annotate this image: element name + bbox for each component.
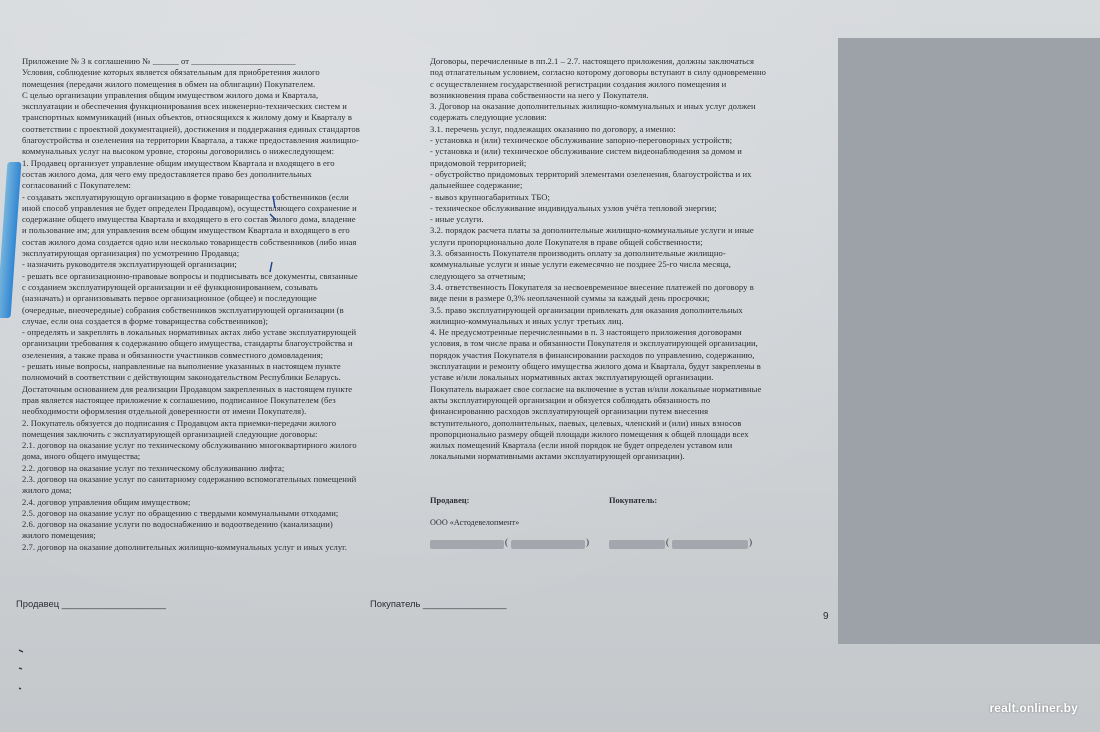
left-column-line: согласований с Покупателем: <box>22 180 131 191</box>
left-column-line: 2.7. договор на оказание дополнительных жилищно-коммунальных услуг и иных услуг. <box>22 541 347 552</box>
left-column-line: Приложение № 3 к соглашению № ______ от ________________________ <box>22 56 296 66</box>
left-column-line: (очередные, внеочередные) собрания собственников эксплуатирующей организации (в <box>22 304 344 315</box>
left-column-line: Достаточным основанием для реализации Продавцом закрепленных в настоящем пункте <box>22 383 353 394</box>
right-column-line: - обустройство придомовых территорий элементами озеленения, благоустройства и их <box>430 168 752 179</box>
left-column-line: - назначить руководителя эксплуатирующей организации; <box>22 259 237 270</box>
left-column-line: 2.4. договор управления общим имуществом; <box>22 496 191 507</box>
right-column-line: - иные услуги. <box>430 214 484 225</box>
right-column-line: услуги пропорционально доле Покупателя в праве общей собственности; <box>430 236 703 247</box>
right-column-line: 3.5. право эксплуатирующей организации привлекать для оказания дополнительных <box>430 304 743 315</box>
right-column-line: финансированию расходов эксплуатирующей организации путем внесения <box>430 406 709 417</box>
right-column-line: 3.1. перечень услуг, подлежащих оказанию по договору, а именно: <box>430 123 676 134</box>
left-column-line: эксплуатации и обеспечения функционирования всех инженерно-технических систем и <box>22 101 347 112</box>
right-column-line: Покупатель выражает свое согласие на включение в устав и/или локальные нормативные <box>430 383 762 394</box>
right-column-line: жилищно-коммунальных и иных услуг третьих лиц. <box>430 315 624 326</box>
left-column-line: (назначать) и организовывать первое организационное (общее) и последующие <box>22 293 317 304</box>
right-column-line: порядок участия Покупателя в финансировании расходов по управлению, содержанию, <box>430 349 755 360</box>
left-column-line: эксплуатирующая организация) по усмотрению Продавца; <box>22 248 240 259</box>
seller-paren-open: ( <box>505 537 508 547</box>
seller-paren-close: ) <box>586 537 589 547</box>
right-column-line: 4. Не предусмотренные перечисленными в п. 3 настоящего приложения договорами <box>430 327 742 338</box>
left-column-line: соответствии с проектной документацией), достижения и поддержания единых стандартов <box>22 123 360 134</box>
left-column-line: полномочий в соответствии с действующим законодательством Республики Беларусь. <box>22 372 341 383</box>
page-number: 9 <box>823 611 829 622</box>
buyer-paren-open: ( <box>666 537 669 547</box>
left-column-line: состав жилого дома, для чего ему предоставляется право без дополнительных <box>22 168 312 179</box>
seller-name-redaction <box>511 540 585 549</box>
left-column-line: прав является настоящее приложение к соглашению, подписанное Покупателем (без <box>22 394 336 405</box>
right-column-line: пропорционально размеру общей площади жилого помещения к общей площади всех <box>430 428 749 439</box>
right-column-line: вступительного, дополнительных, паевых, целевых, членский и (или) иных взносов <box>430 417 742 428</box>
left-column-line: организации требования к содержанию общего имущества, стандарты благоустройства и <box>22 338 353 349</box>
right-column-line: придомовой территорией; <box>430 157 527 168</box>
left-column-line: коммунальных услуг на высоком уровне, стороны договорились о нижеследующем: <box>22 146 335 157</box>
left-column-line: с созданием эксплуатирующей организации и её функционированием, созывать <box>22 281 318 292</box>
left-column-line: - создавать эксплуатирующую организацию в форме товарищества собственников (если <box>22 191 349 202</box>
left-column-line: благоустройства и озеленения на территории Квартала, а также предоставления жилищно- <box>22 135 359 146</box>
left-column-line: 2.5. договор на оказание услуг по обращению с твердыми коммунальными отходами; <box>22 507 339 518</box>
left-column-line: - определять и закреплять в локальных нормативных актах либо уставе эксплуатирующей <box>22 327 357 338</box>
buyer-heading: Покупатель: <box>609 496 658 505</box>
right-column-line: 3.2. порядок расчета платы за дополнительные жилищно-коммунальные услуги и иные <box>430 225 754 236</box>
left-column-line: дома, иного общего имущества; <box>22 451 141 462</box>
right-column-line: акты эксплуатирующей организации и обязуется соблюдать обязанность по <box>430 394 711 405</box>
right-column-line: жилых помещений Квартала (если иной порядок не будет определен уставом или <box>430 440 733 451</box>
right-column-line: следующего за отчетным; <box>430 270 526 281</box>
right-column-line: условия, в том числе права и обязанности Покупателя и эксплуатирующей организации, <box>430 338 758 349</box>
left-column-line: 2.6. договор на оказание услуги по водоснабжению и водоотведению (канализации) <box>22 519 333 530</box>
left-column-line: иной способ управления не будет определен Продавцом), осуществляющего сохранение и <box>22 202 357 213</box>
right-column-line: содержать следующие условия: <box>430 112 547 123</box>
company-name: ООО «Астодевелопмент» <box>430 518 520 527</box>
left-column-line: озеленения, а также права и обязанности участников совместного домовладения; <box>22 349 324 360</box>
seller-heading: Продавец: <box>430 496 470 505</box>
left-column-line: жилого помещения; <box>22 530 96 541</box>
footer-buyer: Покупатель ________________ <box>370 598 507 609</box>
left-column-line: случае, если она создается в форме товарищества собственников); <box>22 315 269 326</box>
right-column-line: с осуществлением государственной регистрации создания жилого помещения и <box>430 78 727 89</box>
left-column-line: Условия, соблюдение которых является обязательным для приобретения жилого <box>22 67 320 78</box>
right-column-line: - установка и (или) техническое обслуживание систем видеонаблюдения за домом и <box>430 146 742 157</box>
footer-seller: Продавец ____________________ <box>16 598 166 609</box>
left-column-line: транспортных коммуникаций (иных объектов, относящихся к жилому дому и Кварталу в <box>22 112 352 123</box>
right-column-line: - установка и (или) техническое обслуживание запорно-переговорных устройств; <box>430 135 733 146</box>
redaction-panel <box>838 38 1100 644</box>
left-column-line: - решать иные вопросы, направленные на выполнение указанных в настоящем пункте <box>22 361 341 372</box>
left-column-line: 2. Покупатель обязуется до подписания с Продавцом акта приемки-передачи жилого <box>22 417 337 428</box>
left-column-line: содержание общего имущества Квартала и входящего в его состав жилого дома, владение <box>22 214 356 225</box>
right-column-line: локальными нормативными актами эксплуатирующей организации). <box>430 451 685 462</box>
margin-marks <box>18 648 24 698</box>
right-column-line: эксплуатации и ремонту общего имущества жилого дома и Квартала, будут закреплены в <box>430 361 761 372</box>
right-column-line: 3.4. ответственность Покупателя за несвоевременное внесение платежей по договору в <box>430 281 754 292</box>
right-column-line: Договоры, перечисленные в пп.2.1 – 2.7. настоящего приложения, должны заключаться <box>430 56 755 66</box>
left-column-line: помещения заключить с эксплуатирующей организацией следующие договоры: <box>22 428 318 439</box>
left-column-line: жилого дома; <box>22 485 72 496</box>
right-column-line: виде пени в размере 0,3% неоплаченной суммы за каждый день просрочки; <box>430 293 710 304</box>
left-column-line: необходимости оформления отдельной доверенности от имени Покупателя). <box>22 406 307 417</box>
left-column-line: С целью организации управления общим имуществом жилого дома и Квартала, <box>22 89 319 100</box>
left-column-line: и пользование им; для управления всем общим имуществом Квартала и входящего в его <box>22 225 350 236</box>
left-column-line: помещения (передачи жилого помещения в обмен на облигации) Покупателем. <box>22 78 316 89</box>
right-column-line: коммунальные услуги и иные услуги ежемесячно не позднее 25-го числа месяца, <box>430 259 731 270</box>
left-column <box>22 56 414 553</box>
seller-signature-redaction <box>430 540 504 549</box>
right-column-line: под отлагательным условием, согласно которому договоры вступают в силу одновременно <box>430 67 767 78</box>
right-column-line: - техническое обслуживание индивидуальных узлов учёта тепловой энергии; <box>430 202 717 213</box>
right-column-line: дальнейшее содержание; <box>430 180 523 191</box>
left-column-line: 2.2. договор на оказание услуг по техническому обслуживанию лифта; <box>22 462 285 473</box>
pen-marks <box>255 190 295 280</box>
right-column-line: уставе и/или локальных нормативных актах эксплуатирующей организации. <box>430 372 714 383</box>
buyer-name-redaction <box>672 540 748 549</box>
right-column-line: - вывоз крупногабаритных ТБО; <box>430 191 550 202</box>
left-column-line: 1. Продавец организует управление общим имуществом Квартала и входящего в его <box>22 157 335 168</box>
buyer-paren-close: ) <box>749 537 752 547</box>
right-column-line: 3. Договор на оказание дополнительных жилищно-коммунальных и иных услуг должен <box>430 101 756 112</box>
left-column-line: состав жилого дома создается одно или несколько товариществ собственников (либо иная <box>22 236 357 247</box>
left-column-line: 2.3. договор на оказание услуг по санитарному содержанию вспомогательных помещений <box>22 473 357 484</box>
right-column <box>430 56 828 463</box>
buyer-signature-redaction <box>609 540 665 549</box>
highlighter-mark <box>0 162 21 318</box>
left-column-line: - решать все организационно-правовые вопросы и подписывать все документы, связанные <box>22 270 358 281</box>
left-column-line: 2.1. договор на оказание услуг по техническому обслуживанию многоквартирного жилого <box>22 440 357 451</box>
watermark: realt.onliner.by <box>989 701 1078 715</box>
right-column-line: возникновения права собственности на него у Покупателя. <box>430 89 649 100</box>
right-column-line: 3.3. обязанность Покупателя производить оплату за дополнительные жилищно- <box>430 248 726 259</box>
